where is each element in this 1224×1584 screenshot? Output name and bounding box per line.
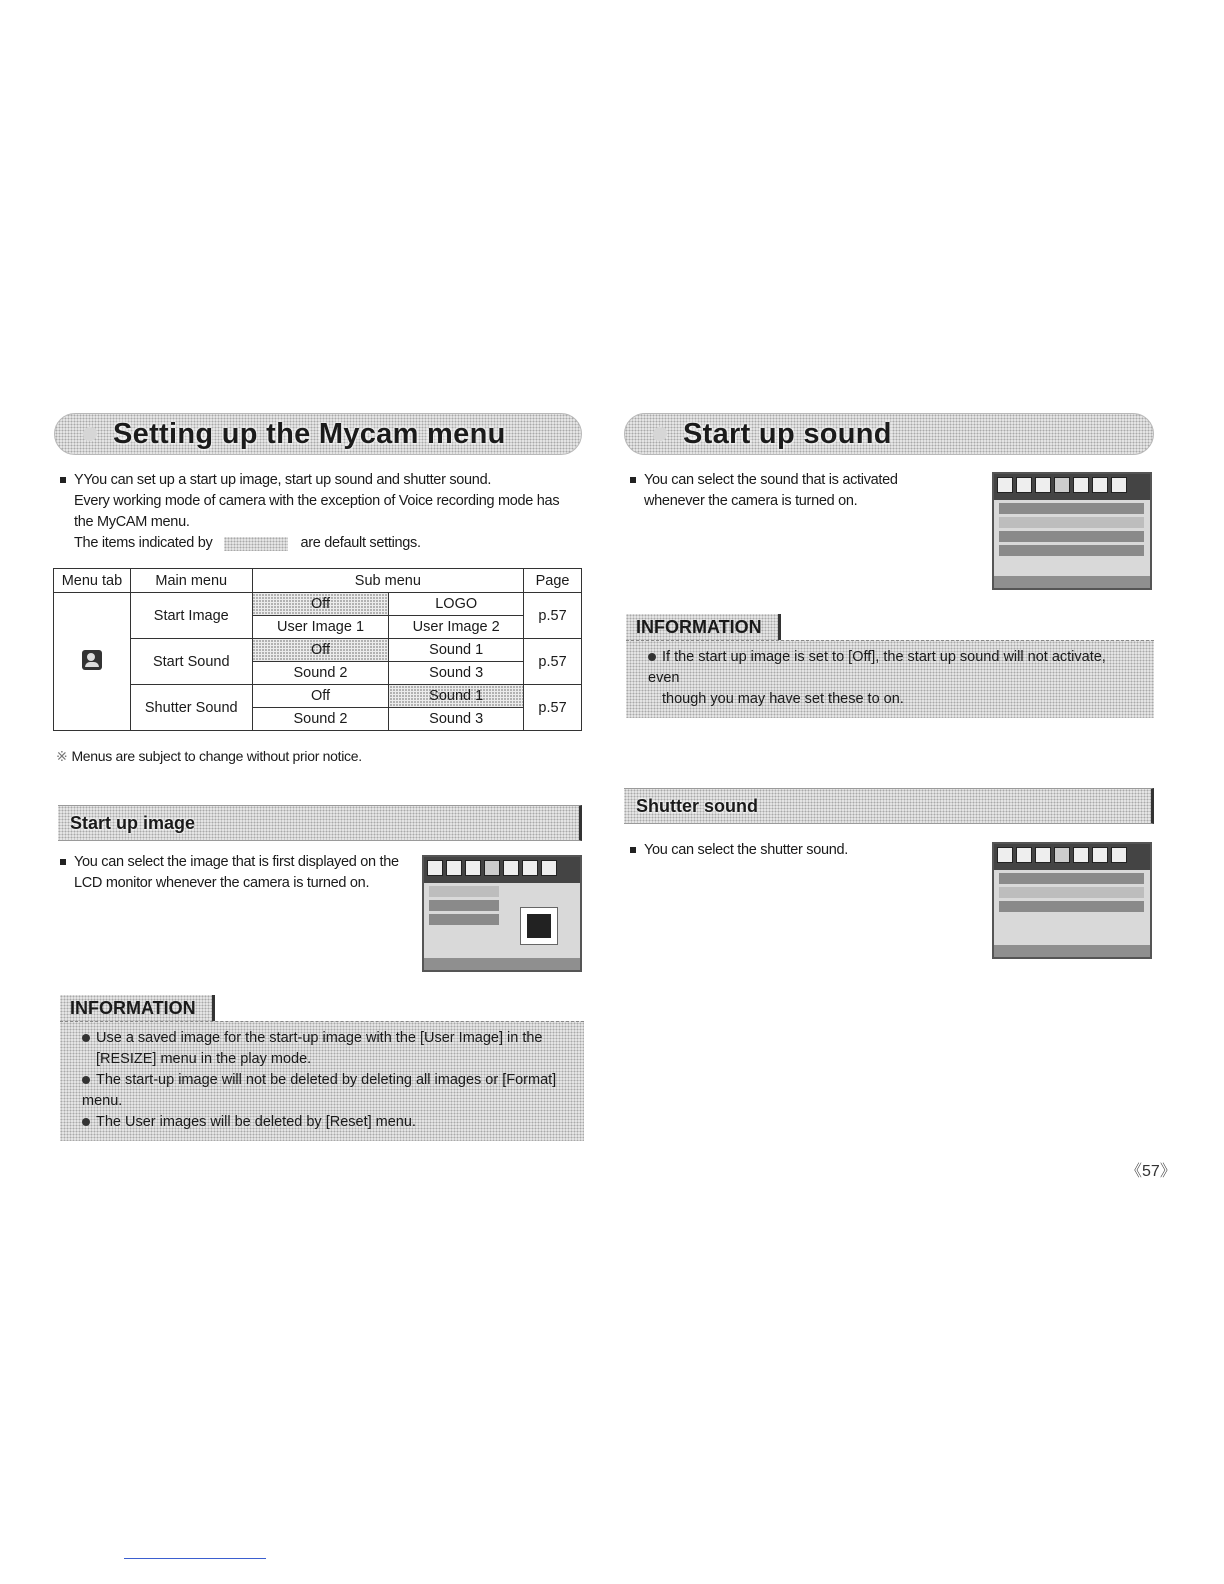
intro-paragraph <box>60 470 580 554</box>
lcd-tab-bar <box>424 857 580 883</box>
default-setting-swatch <box>224 537 288 551</box>
start-up-image-text <box>60 852 420 894</box>
intro-line-3: the MyCAM menu. <box>74 514 190 530</box>
section-banner-start-up-sound <box>624 413 1154 455</box>
note-text: Menus are subject to change without prior notice. <box>71 748 362 764</box>
page-cell: p.57 <box>524 639 582 685</box>
banner-bullet-icon <box>83 427 97 441</box>
start-sound-line-2: whenever the camera is turned on. <box>644 493 858 509</box>
lcd-tab-bar <box>994 844 1150 870</box>
lcd-start-sound-screenshot <box>992 472 1152 590</box>
info-item-2-line-1: The start-up image will not be deleted by deleting all images or [Format] menu. <box>82 1072 557 1109</box>
information-tab: INFORMATION <box>60 995 215 1021</box>
intro-line-1: YYou can set up a start up image, start up sound and shutter sound. <box>74 472 492 488</box>
square-bullet-icon <box>60 477 66 483</box>
page-number <box>1126 1158 1176 1181</box>
sub-cell: Sound 2 <box>252 708 389 731</box>
lcd-shutter-sound-screenshot <box>992 842 1152 959</box>
section-banner-mycam <box>54 413 582 455</box>
start-image-line-2: LCD monitor whenever the camera is turned on. <box>74 875 370 891</box>
shutter-sound-line: You can select the shutter sound. <box>644 842 848 858</box>
square-bullet-icon <box>630 477 636 483</box>
sub-cell: Sound 3 <box>389 708 524 731</box>
mycam-menu-table <box>53 568 582 731</box>
info-item-1-line-1: Use a saved image for the start-up image with the [User Image] in the <box>96 1030 543 1046</box>
sub-cell: Sound 3 <box>389 662 524 685</box>
information-tab: INFORMATION <box>626 614 781 640</box>
intro-line-4-pre: The items indicated by <box>74 535 213 551</box>
info-right-line-1: If the start up image is set to [Off], the start up sound will not activate, even <box>648 649 1106 686</box>
shutter-sound-text <box>630 840 970 861</box>
info-item-3-line-1: The User images will be deleted by [Reset] menu. <box>96 1114 416 1130</box>
footer-rule <box>124 1558 266 1559</box>
info-right-line-2: though you may have set these to on. <box>662 691 904 707</box>
start-sound-line-1: You can select the sound that is activated <box>644 472 898 488</box>
shutter-sound-title: Shutter sound <box>636 795 758 816</box>
sub-cell: User Image 2 <box>389 616 524 639</box>
main-shutter-sound: Shutter Sound <box>130 685 252 731</box>
intro-line-2: Every working mode of camera with the exception of Voice recording mode has <box>74 493 560 509</box>
header-main-menu: Main menu <box>130 569 252 593</box>
mycam-icon <box>82 650 102 670</box>
start-image-line-1: You can select the image that is first displayed on the <box>74 854 399 870</box>
information-content <box>626 640 1154 718</box>
start-up-image-header <box>58 805 582 841</box>
sub-cell: Off <box>252 639 389 662</box>
sub-cell: Sound 2 <box>252 662 389 685</box>
square-bullet-icon <box>60 859 66 865</box>
lcd-tab-bar <box>994 474 1150 500</box>
mycam-tab-cell <box>54 593 131 731</box>
start-up-image-title: Start up image <box>70 812 196 833</box>
information-box-left <box>60 995 584 1141</box>
page-cell: p.57 <box>524 685 582 731</box>
main-start-sound: Start Sound <box>130 639 252 685</box>
square-bullet-icon <box>630 847 636 853</box>
shutter-sound-header <box>624 788 1154 824</box>
intro-line-4-post: are default settings. <box>300 535 421 551</box>
start-up-sound-text <box>630 470 970 512</box>
banner-bullet-icon <box>653 427 667 441</box>
header-sub-menu: Sub menu <box>252 569 523 593</box>
page-title: Setting up the Mycam menu <box>113 417 506 450</box>
sub-cell: User Image 1 <box>252 616 389 639</box>
note-mark-icon: ※ <box>56 748 68 764</box>
lcd-off-thumbnail-icon <box>520 907 558 945</box>
round-bullet-icon <box>82 1076 90 1084</box>
header-page: Page <box>524 569 582 593</box>
sub-cell: Off <box>252 685 389 708</box>
section-title-start-up-sound: Start up sound <box>683 417 892 450</box>
information-box-right <box>626 614 1154 718</box>
menu-change-note <box>56 746 362 767</box>
page-cell: p.57 <box>524 593 582 639</box>
information-content <box>60 1021 584 1141</box>
main-start-image: Start Image <box>130 593 252 639</box>
lcd-start-image-screenshot <box>422 855 582 972</box>
page-number-value: 57 <box>1142 1163 1160 1180</box>
page-number-close-bracket-icon: 》 <box>1159 1163 1176 1180</box>
sub-cell: LOGO <box>389 593 524 616</box>
header-menu-tab: Menu tab <box>54 569 131 593</box>
sub-cell: Off <box>252 593 389 616</box>
round-bullet-icon <box>82 1118 90 1126</box>
sub-cell: Sound 1 <box>389 685 524 708</box>
info-item-1-line-2: [RESIZE] menu in the play mode. <box>96 1051 312 1067</box>
round-bullet-icon <box>82 1034 90 1042</box>
page-number-open-bracket-icon: 《 <box>1126 1163 1143 1180</box>
round-bullet-icon <box>648 653 656 661</box>
sub-cell: Sound 1 <box>389 639 524 662</box>
